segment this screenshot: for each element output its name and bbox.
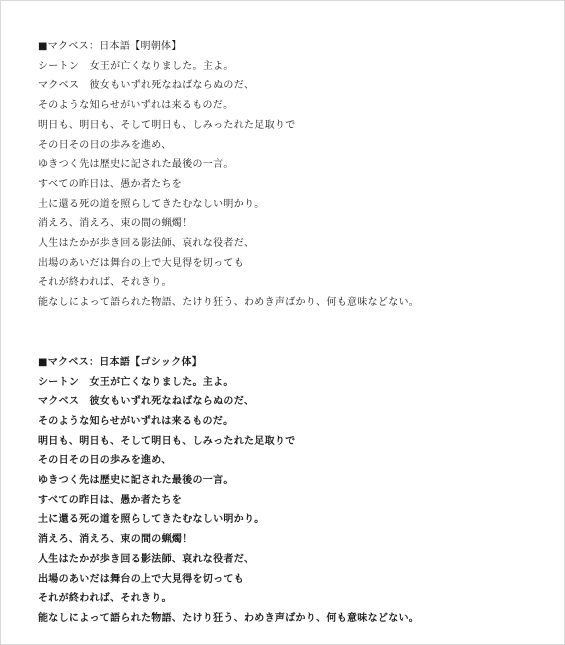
text-line: 土に還る死の道を照らしてきたむなしい明かり。 — [38, 514, 265, 526]
section-gothic — [38, 353, 548, 629]
text-line: ゆきつく先は歴史に記された最後の一言。 — [38, 475, 234, 487]
document-content — [38, 37, 548, 629]
text-line: 人生はたかが歩き回る影法師、哀れな役者だ、 — [38, 553, 255, 565]
text-line: マクベス 彼女もいずれ死なねばならぬのだ、 — [38, 80, 255, 92]
text-line: 能なしによって語られた物語、たけり狂う、わめき声ばかり、何も意味などない。 — [38, 297, 420, 309]
text-line: マクベス 彼女もいずれ死なねばならぬのだ、 — [38, 396, 255, 408]
section-heading: ■マクベス：日本語【ゴシック体】 — [38, 356, 203, 368]
text-line: それが終われば、それきり。 — [38, 277, 172, 289]
text-line: ゆきつく先は歴史に記された最後の一言。 — [38, 159, 234, 171]
text-line: 土に還る死の道を照らしてきたむなしい明かり。 — [38, 198, 265, 210]
text-line: すべての昨日は、愚か者たちを — [38, 178, 182, 190]
text-line: 能なしによって語られた物語、たけり狂う、わめき声ばかり、何も意味などない。 — [38, 612, 420, 624]
text-line: すべての昨日は、愚か者たちを — [38, 494, 182, 506]
text-line: その日その日の歩みを進め、 — [38, 455, 172, 467]
text-line: 出場のあいだは舞台の上で大見得を切っても — [38, 573, 244, 585]
text-line: シートン 女王が亡くなりました。主よ。 — [38, 376, 234, 388]
text-line: そのような知らせがいずれは来るものだ。 — [38, 100, 234, 112]
text-line: 消えろ、消えろ、束の間の蝋燭！ — [38, 534, 193, 546]
section-heading: ■マクベス：日本語【明朝体】 — [38, 41, 182, 52]
text-line: 人生はたかが歩き回る影法師、哀れな役者だ、 — [38, 238, 255, 250]
text-line: 消えろ、消えろ、束の間の蝋燭！ — [38, 218, 193, 230]
text-line: それが終われば、それきり。 — [38, 593, 172, 605]
text-line: 明日も、明日も、そして明日も、しみったれた足取りで — [38, 119, 296, 131]
text-line: 出場のあいだは舞台の上で大見得を切っても — [38, 257, 244, 269]
section-mincho — [38, 37, 548, 313]
text-line: そのような知らせがいずれは来るものだ。 — [38, 415, 234, 427]
text-line: シートン 女王が亡くなりました。主よ。 — [38, 60, 234, 72]
text-line: 明日も、明日も、そして明日も、しみったれた足取りで — [38, 435, 296, 447]
text-line: その日その日の歩みを進め、 — [38, 139, 172, 151]
